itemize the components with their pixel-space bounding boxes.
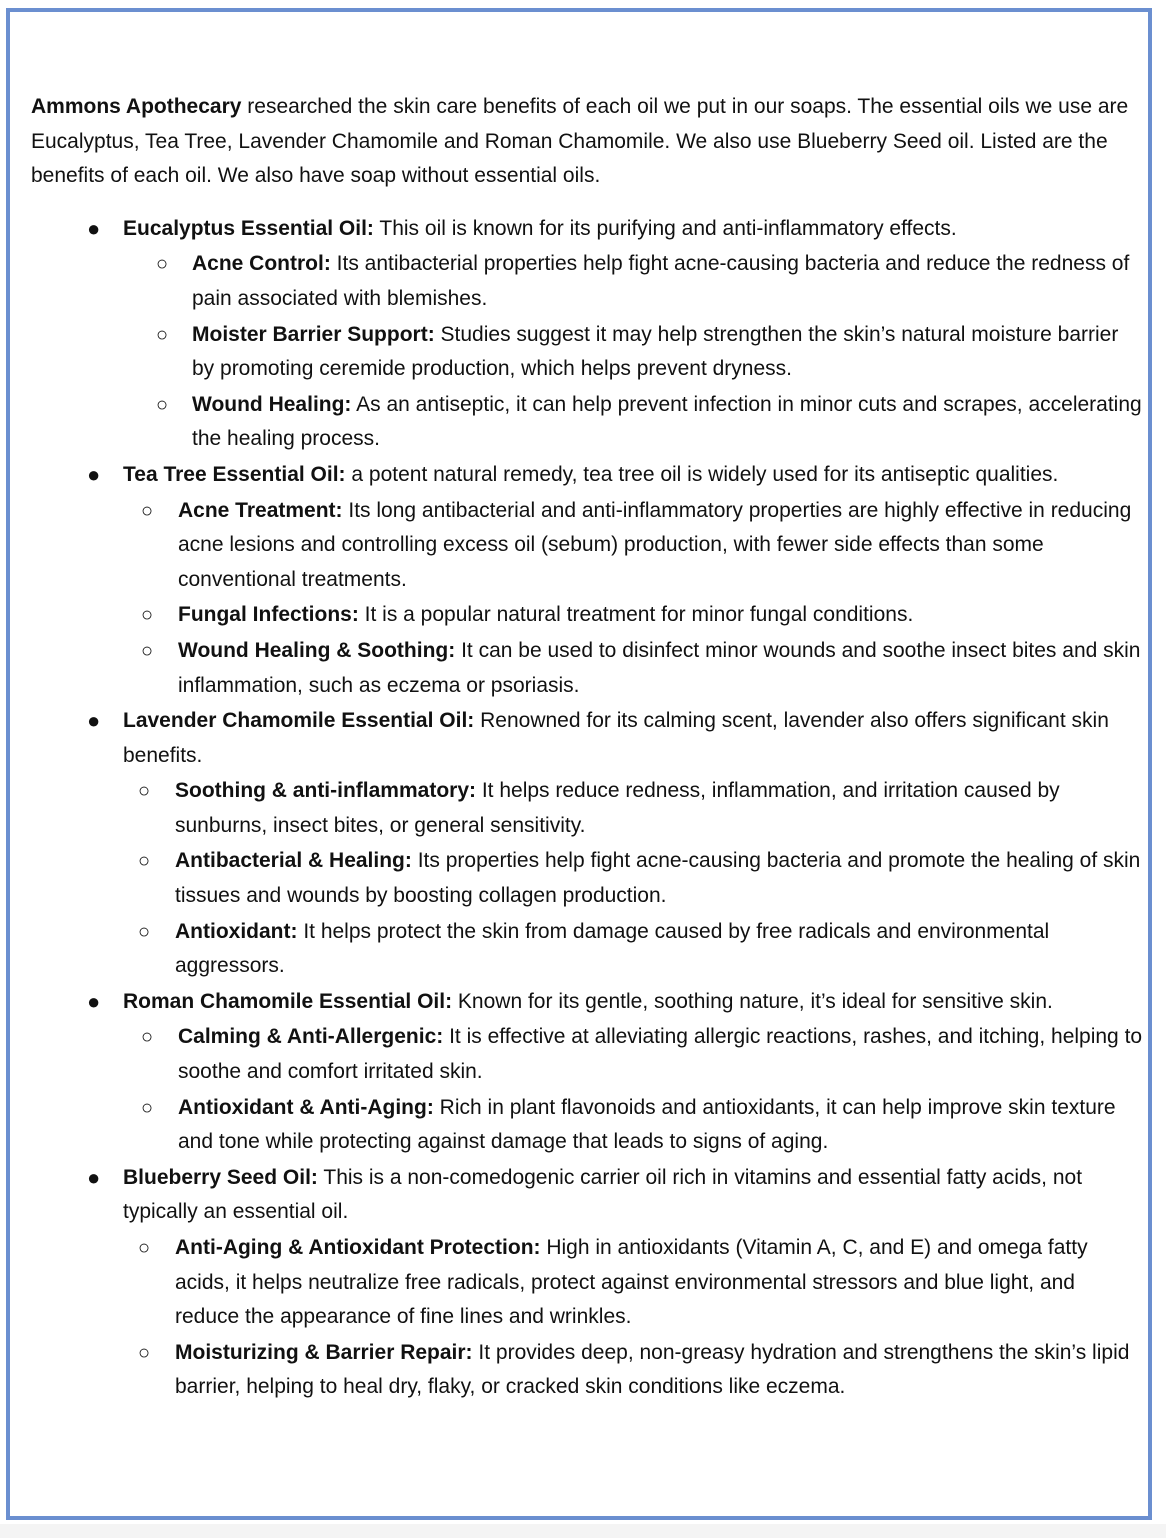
benefit-desc: Studies suggest it may help strengthen the skin’s natural moisture barrier by promoting ceremide production, which helps prevent dryness. [192,322,1119,381]
benefit-item [123,494,1143,598]
circle-bullet-icon: ○ [141,1026,154,1049]
circle-bullet-icon: ○ [156,323,169,346]
bullet-icon: ● [87,1164,101,1190]
benefit-item [123,388,1143,457]
benefit-list [123,247,1143,457]
benefit-list [123,1020,1143,1159]
circle-bullet-icon: ○ [138,850,151,873]
benefit-desc: Rich in plant flavonoids and antioxidants, it can help improve skin texture and tone while protecting against damage that leads to signs of aging. [178,1095,1116,1154]
benefit-list [123,774,1143,984]
circle-bullet-icon: ○ [141,1096,154,1119]
benefit-title: Moisturizing & Barrier Repair: [175,1340,473,1364]
benefit-title: Wound Healing & Soothing: [178,638,456,662]
document-body [31,90,1143,1406]
oil-item-eucalyptus [31,212,1143,457]
oil-title: Lavender Chamomile Essential Oil: [123,709,475,733]
oil-desc: Known for its gentle, soothing nature, it’s ideal for sensitive skin. [452,989,1053,1013]
oil-desc: This oil is known for its purifying and anti-inflammatory effects. [373,216,957,240]
oil-item-blueberry-seed [31,1161,1143,1405]
benefit-desc: Its long antibacterial and anti-inflammatory properties are highly effective in reducing acne lesions and controlling excess oil (sebum) production, with fewer side effects than some conventional treatments. [178,498,1132,591]
benefit-item [123,318,1143,387]
benefit-item [123,598,1143,633]
oil-item-tea-tree [31,458,1143,703]
benefit-item [123,634,1143,703]
benefit-list [123,494,1143,704]
oil-title: Roman Chamomile Essential Oil: [123,989,453,1013]
oil-desc: This is a non-comedogenic carrier oil rich in vitamins and essential fatty acids, not typically an essential oil. [123,1165,1083,1224]
circle-bullet-icon: ○ [138,1237,151,1259]
oil-title: Tea Tree Essential Oil: [123,462,346,486]
benefit-desc: It can be used to disinfect minor wounds and soothe insect bites and skin inflammation, such as eczema or psoriasis. [178,638,1141,697]
benefit-desc: It helps protect the skin from damage caused by free radicals and environmental aggressors. [175,919,1050,978]
benefit-list [123,1231,1143,1405]
oil-item-lavender-chamomile [31,704,1143,984]
circle-bullet-icon: ○ [138,780,151,803]
bullet-icon: ● [87,708,101,734]
bullet-icon: ● [87,461,101,487]
circle-bullet-icon: ○ [141,639,154,662]
benefit-desc: Its properties help fight acne-causing bacteria and promote the healing of skin tissues and wounds by boosting collagen production. [175,849,1141,908]
benefit-title: Soothing & anti-inflammatory: [175,779,476,803]
benefit-desc: Its antibacterial properties help fight acne-causing bacteria and reduce the redness of pain associated with blemishes. [192,252,1130,310]
benefit-desc: As an antiseptic, it can help prevent infection in minor cuts and scrapes, accelerating the healing process. [192,392,1142,451]
benefit-title: Moister Barrier Support: [192,322,435,346]
intro-paragraph [31,90,1143,194]
benefit-item [123,844,1143,913]
benefit-desc: It is effective at alleviating allergic reactions, rashes, and itching, helping to soothe and comfort irritated skin. [178,1025,1143,1084]
benefit-desc: It helps reduce redness, inflammation, and irritation caused by sunburns, insect bites, or general sensitivity. [175,779,1060,837]
circle-bullet-icon: ○ [141,604,154,627]
benefit-title: Acne Control: [192,252,331,276]
benefit-item [123,247,1143,316]
oil-list [31,212,1143,1405]
benefit-title: Acne Treatment: [178,498,343,522]
bullet-icon: ● [87,215,101,241]
bullet-icon: ● [87,988,101,1014]
benefit-title: Fungal Infections: [178,603,359,627]
oil-item-roman-chamomile [31,985,1143,1160]
benefit-title: Antioxidant & Anti-Aging: [178,1095,434,1119]
benefit-desc: High in antioxidants (Vitamin A, C, and E) and omega fatty acids, it helps neutralize free radicals, protect against environmental stressors and blue light, and reduce the appearance of fine lines and wrinkles. [175,1236,1088,1329]
circle-bullet-icon: ○ [156,393,169,416]
benefit-title: Anti-Aging & Antioxidant Protection: [175,1236,541,1259]
circle-bullet-icon: ○ [138,1341,151,1364]
benefit-item [123,1091,1143,1160]
benefit-desc: It provides deep, non-greasy hydration and strengthens the skin’s lipid barrier, helping to heal dry, flaky, or cracked skin conditions like eczema. [175,1340,1130,1399]
benefit-title: Calming & Anti-Allergenic: [178,1025,444,1049]
circle-bullet-icon: ○ [156,253,169,276]
benefit-item [123,1020,1143,1089]
brand-name: Ammons Apothecary [31,95,242,118]
benefit-item [123,774,1143,843]
circle-bullet-icon: ○ [138,920,151,943]
benefit-desc: It is a popular natural treatment for minor fungal conditions. [358,603,914,627]
oil-desc: Renowned for its calming scent, lavender also offers significant skin benefits. [123,709,1109,767]
benefit-item [123,1336,1143,1405]
bottom-strip [0,1524,1166,1538]
oil-title: Blueberry Seed Oil: [123,1165,318,1189]
benefit-title: Wound Healing: [192,392,352,416]
benefit-title: Antibacterial & Healing: [175,849,412,873]
oil-desc: a potent natural remedy, tea tree oil is widely used for its antiseptic qualities. [345,462,1059,486]
benefit-item [123,915,1143,984]
benefit-title: Antioxidant: [175,919,298,943]
oil-title: Eucalyptus Essential Oil: [123,216,374,240]
circle-bullet-icon: ○ [141,499,154,522]
intro-text: researched the skin care benefits of each oil we put in our soaps. The essential oils we use are Eucalyptus, Tea Tree, Lavender Chamomile and Roman Chamomile. We also use Blueberry Seed oil. Listed are the benefits of each oil. We also have soap without essential oils. [31,95,1129,188]
benefit-item [123,1231,1143,1335]
